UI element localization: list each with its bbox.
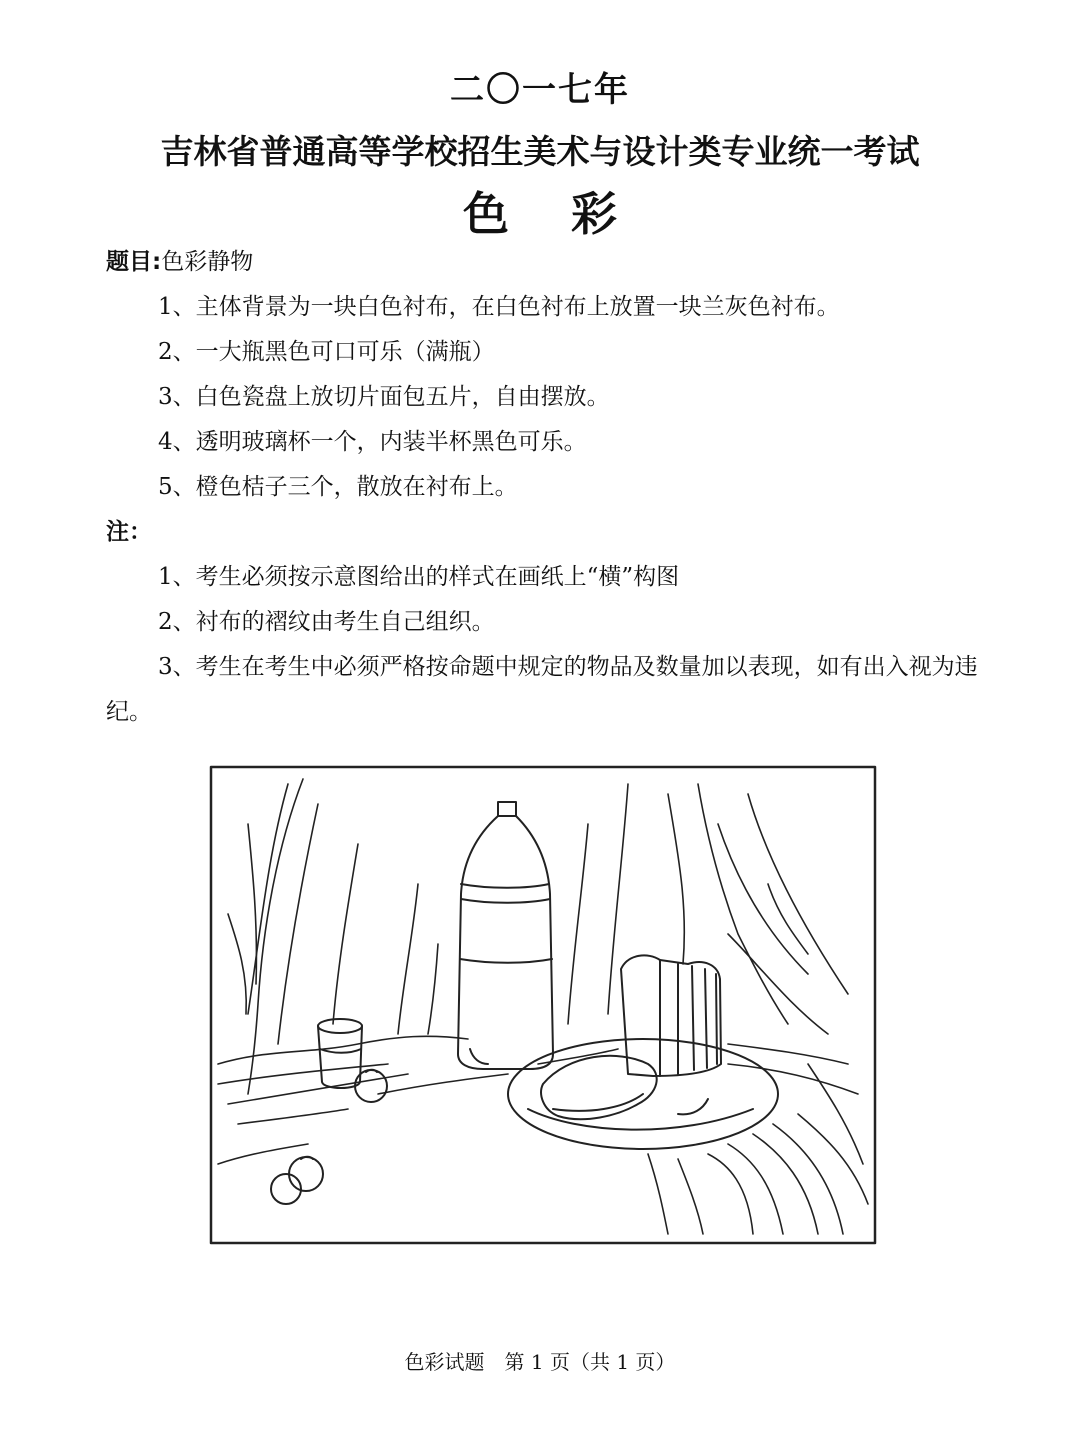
note-item: 1、考生必须按示意图给出的样式在画纸上“横”构图 xyxy=(158,564,680,590)
exam-body xyxy=(106,240,986,735)
bottle-cap xyxy=(498,802,516,816)
exam-year-title: 二〇一七年 xyxy=(450,70,630,110)
glass-cup xyxy=(318,1019,362,1088)
question-item: 4、透明玻璃杯一个，内装半杯黑色可乐。 xyxy=(158,429,587,455)
question-item: 2、一大瓶黑色可口可乐（满瓶） xyxy=(158,339,495,365)
page-footer: 色彩试题 第 1 页（共 1 页） xyxy=(404,1350,676,1374)
table-cloth-folds xyxy=(218,1036,868,1234)
question-heading xyxy=(106,240,986,285)
question-item: 5、橙色桔子三个，散放在衬布上。 xyxy=(158,474,518,500)
question-item: 1、主体背景为一块白色衬布，在白色衬布上放置一块兰灰色衬布。 xyxy=(158,294,840,320)
notes-heading xyxy=(106,510,986,555)
question-topic: 色彩静物 xyxy=(161,249,254,275)
cola-bottle xyxy=(458,802,553,1069)
oranges xyxy=(271,1070,387,1204)
notes-label: 注： xyxy=(106,519,152,545)
still-life-sketch xyxy=(208,764,878,1246)
note-item: 2、衬布的褶纹由考生自己组织。 xyxy=(158,609,495,635)
note-item: 3、考生在考生中必须严格按命题中规定的物品及数量加以表现，如有出入视为违纪。 xyxy=(106,654,978,725)
exam-name-title: 吉林省普通高等学校招生美术与设计类专业统一考试 xyxy=(160,132,920,171)
question-label: 题目: xyxy=(106,249,162,275)
subject-title: 色彩 xyxy=(463,187,679,241)
question-item: 3、白色瓷盘上放切片面包五片，自由摆放。 xyxy=(158,384,610,410)
plate-with-bread xyxy=(508,955,778,1149)
